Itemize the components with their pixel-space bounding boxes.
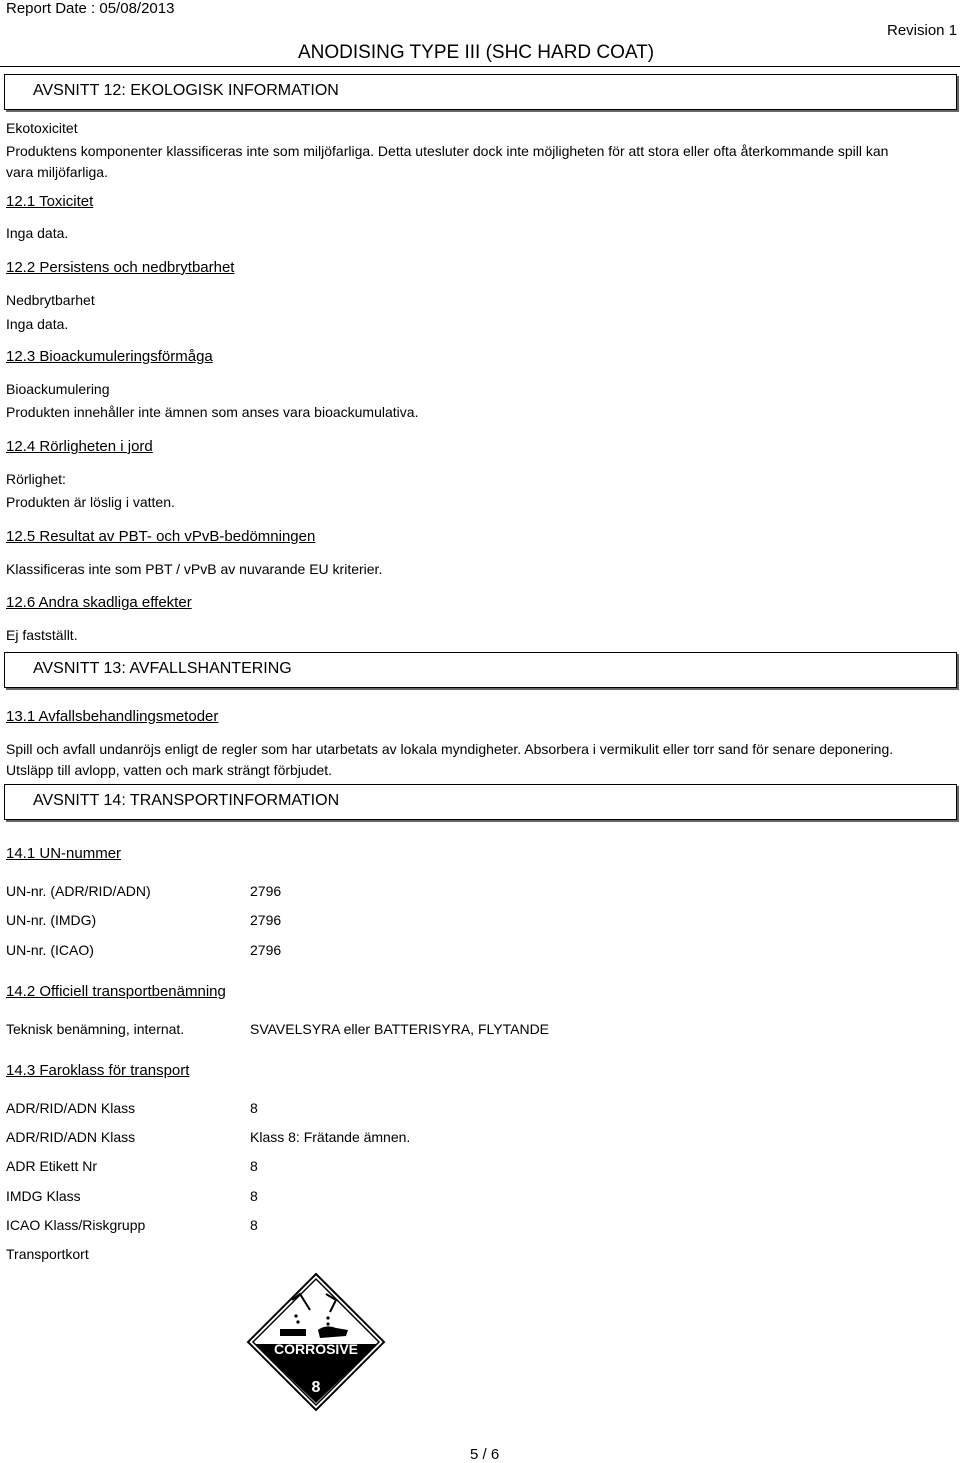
subsection-12-2: 12.2 Persistens och nedbrytbarhet <box>6 259 235 276</box>
subsection-12-4: 12.4 Rörligheten i jord <box>6 438 153 455</box>
waste-text: Spill och avfall undanröjs enligt de regler som har utarbetats av lokala myndigheter. Absorbera i vermikulit eller torr sand för senare deponering. Utsläpp till avlopp, vatten och mark strängt förbjudet. <box>6 741 894 778</box>
class-label: ADR/RID/ADN Klass <box>6 1100 136 1116</box>
subsection-13-1: 13.1 Avfallsbehandlingsmetoder <box>6 708 219 725</box>
subsection-12-6: 12.6 Andra skadliga effekter <box>6 594 192 611</box>
bioaccumulation-label: Bioackumulering <box>6 381 110 397</box>
document-title: ANODISING TYPE III (SHC HARD COAT) <box>298 42 655 63</box>
class-value: 8 <box>250 1100 258 1116</box>
class-value: 8 <box>250 1158 258 1174</box>
section-12-title: AVSNITT 12: EKOLOGISK INFORMATION <box>33 82 339 99</box>
pictogram-text: CORROSIVE <box>273 1341 359 1357</box>
shipping-name-label: Teknisk benämning, internat. <box>6 1021 185 1037</box>
subsection-14-1: 14.1 UN-nummer <box>6 845 122 862</box>
class-label: ICAO Klass/Riskgrupp <box>6 1217 146 1233</box>
subsection-12-3: 12.3 Bioackumuleringsförmåga <box>6 348 213 365</box>
section-13-header <box>4 652 957 688</box>
corrosive-hazard-icon <box>246 1272 386 1412</box>
degradability-label: Nedbrytbarhet <box>6 292 95 308</box>
un-value: 2796 <box>250 942 282 958</box>
class-label: ADR Etikett Nr <box>6 1158 98 1174</box>
header-divider <box>0 66 960 67</box>
ecotoxicity-label: Ekotoxicitet <box>6 120 78 136</box>
subsection-12-5: 12.5 Resultat av PBT- och vPvB-bedömningen <box>6 528 316 545</box>
class-value: Klass 8: Frätande ämnen. <box>250 1129 411 1145</box>
section-12-header <box>4 74 957 110</box>
transport-card-label: Transportkort <box>6 1246 89 1262</box>
un-label: UN-nr. (ADR/RID/ADN) <box>6 883 151 899</box>
page-number: 5 / 6 <box>470 1446 500 1463</box>
subsection-12-1: 12.1 Toxicitet <box>6 193 94 210</box>
section-14-title: AVSNITT 14: TRANSPORTINFORMATION <box>33 792 340 809</box>
bioaccumulation-text: Produkten innehåller inte ämnen som anses vara bioackumulativa. <box>6 404 419 420</box>
class-value: 8 <box>250 1188 258 1204</box>
subsection-14-3: 14.3 Faroklass för transport <box>6 1062 190 1079</box>
class-label: IMDG Klass <box>6 1188 81 1204</box>
toxicity-text: Inga data. <box>6 225 69 241</box>
report-date: Report Date : 05/08/2013 <box>6 0 175 17</box>
mobility-label: Rörlighet: <box>6 471 66 487</box>
ecotoxicity-text: Produktens komponenter klassificeras inte som miljöfarliga. Detta utesluter dock inte möjligheten för att stora eller ofta återkommande spill kan vara miljöfarliga. <box>6 143 889 180</box>
un-label: UN-nr. (IMDG) <box>6 912 97 928</box>
class-label: ADR/RID/ADN Klass <box>6 1129 136 1145</box>
un-value: 2796 <box>250 883 282 899</box>
section-13-title: AVSNITT 13: AVFALLSHANTERING <box>33 660 292 677</box>
class-value: 8 <box>250 1217 258 1233</box>
subsection-14-2: 14.2 Officiell transportbenämning <box>6 983 226 1000</box>
un-value: 2796 <box>250 912 282 928</box>
revision-label: Revision 1 <box>887 22 958 39</box>
other-effects-text: Ej fastställt. <box>6 627 78 643</box>
degradability-text: Inga data. <box>6 316 69 332</box>
mobility-text: Produkten är löslig i vatten. <box>6 494 175 510</box>
pictogram-class-number: 8 <box>311 1379 321 1396</box>
shipping-name-value: SVAVELSYRA eller BATTERISYRA, FLYTANDE <box>250 1021 550 1037</box>
un-label: UN-nr. (ICAO) <box>6 942 94 958</box>
section-14-header <box>4 784 957 820</box>
pbt-text: Klassificeras inte som PBT / vPvB av nuvarande EU kriterier. <box>6 561 383 577</box>
